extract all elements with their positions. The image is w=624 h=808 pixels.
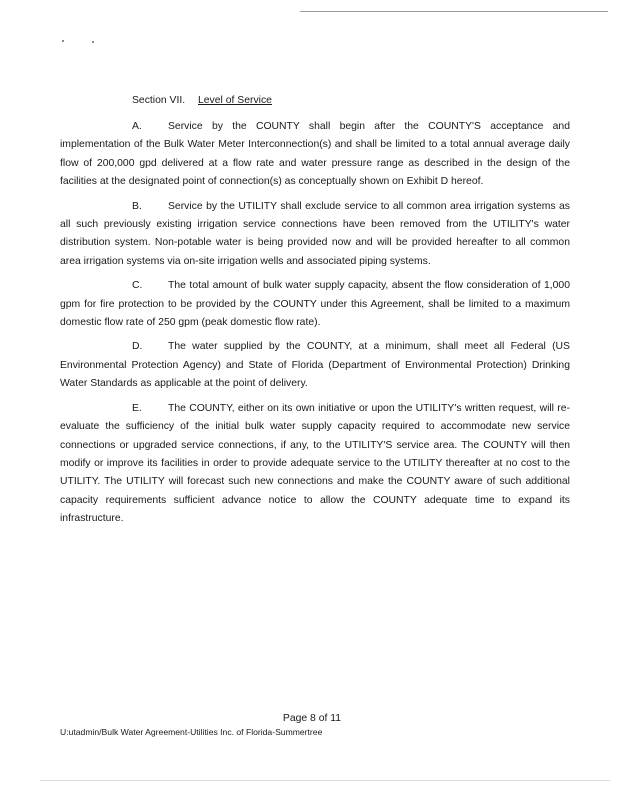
section-heading	[132, 92, 570, 110]
paragraph-letter: B.	[132, 200, 142, 212]
section-title: Level of Service	[198, 95, 272, 106]
paragraph-text: The COUNTY, either on its own initiative or upon the UTILITY's written request, will re-evaluate the sufficiency of the initial bulk water supply capacity required to accommodate new service connections or upgraded service connections, if any, to the UTILITY'S service area. The COUNTY will then modify or improve its facilities in order to provide adequate service to the UTILITY thereafter at no cost to the UTILITY. The UTILITY will forecast such new connections and make the COUNTY aware of such additional capacity requirements sufficient advance notice to allow the COUNTY adequate time to expand its infrastructure.	[60, 402, 570, 525]
paragraph-c	[60, 277, 570, 332]
paragraph-text: Service by the COUNTY shall begin after the COUNTY'S acceptance and implementation of the Bulk Water Meter Interconnection(s) and shall be limited to a total annual average daily flow of 200,000 gpd delivered at a flow rate and water pressure range as described in the design of the facilities at the designated point of connection(s) as conceptually shown on Exhibit D hereof.	[60, 121, 570, 188]
paragraph-text: Service by the UTILITY shall exclude service to all common area irrigation systems as all such previously existing irrigation service connections have been removed from the UTILITY's water distribution system. Non-potable water is being provided now and will be provided hereafter to all common area irrigation systems via on-site irrigation wells and associated piping systems.	[60, 200, 570, 267]
page-number: Page 8 of 11	[282, 713, 342, 724]
scan-speck	[92, 41, 94, 43]
section-number: Section VII.	[132, 95, 186, 106]
scan-speck	[62, 40, 64, 42]
paragraph-letter: E.	[132, 402, 142, 414]
paragraph-letter: C.	[132, 280, 143, 292]
scan-edge-line-top	[300, 11, 608, 12]
paragraph-text: The water supplied by the COUNTY, at a minimum, shall meet all Federal (US Environmental Protection Agency) and State of Florida (Department of Environmental Protection) Drinking Water Standards as applicable at the point of delivery.	[60, 341, 570, 390]
paragraph-b	[60, 198, 570, 272]
paragraph-text: The total amount of bulk water supply capacity, absent the flow consideration of 1,000 gpm for fire protection to be provided by the COUNTY under this Agreement, shall be limited to a maximum domestic flow rate of 250 gpm (peak domestic flow rate).	[60, 280, 570, 329]
paragraph-letter: A.	[132, 121, 142, 132]
document-body	[60, 92, 570, 535]
footer-file-path: U:utadmin/Bulk Water Agreement-Utilities Inc. of Florida-Summertree	[60, 727, 323, 737]
paragraph-d	[60, 338, 570, 393]
paragraph-a	[60, 118, 570, 192]
paragraph-e	[60, 400, 570, 529]
paragraph-letter: D.	[132, 341, 143, 353]
scan-edge-line-bottom	[40, 780, 610, 781]
